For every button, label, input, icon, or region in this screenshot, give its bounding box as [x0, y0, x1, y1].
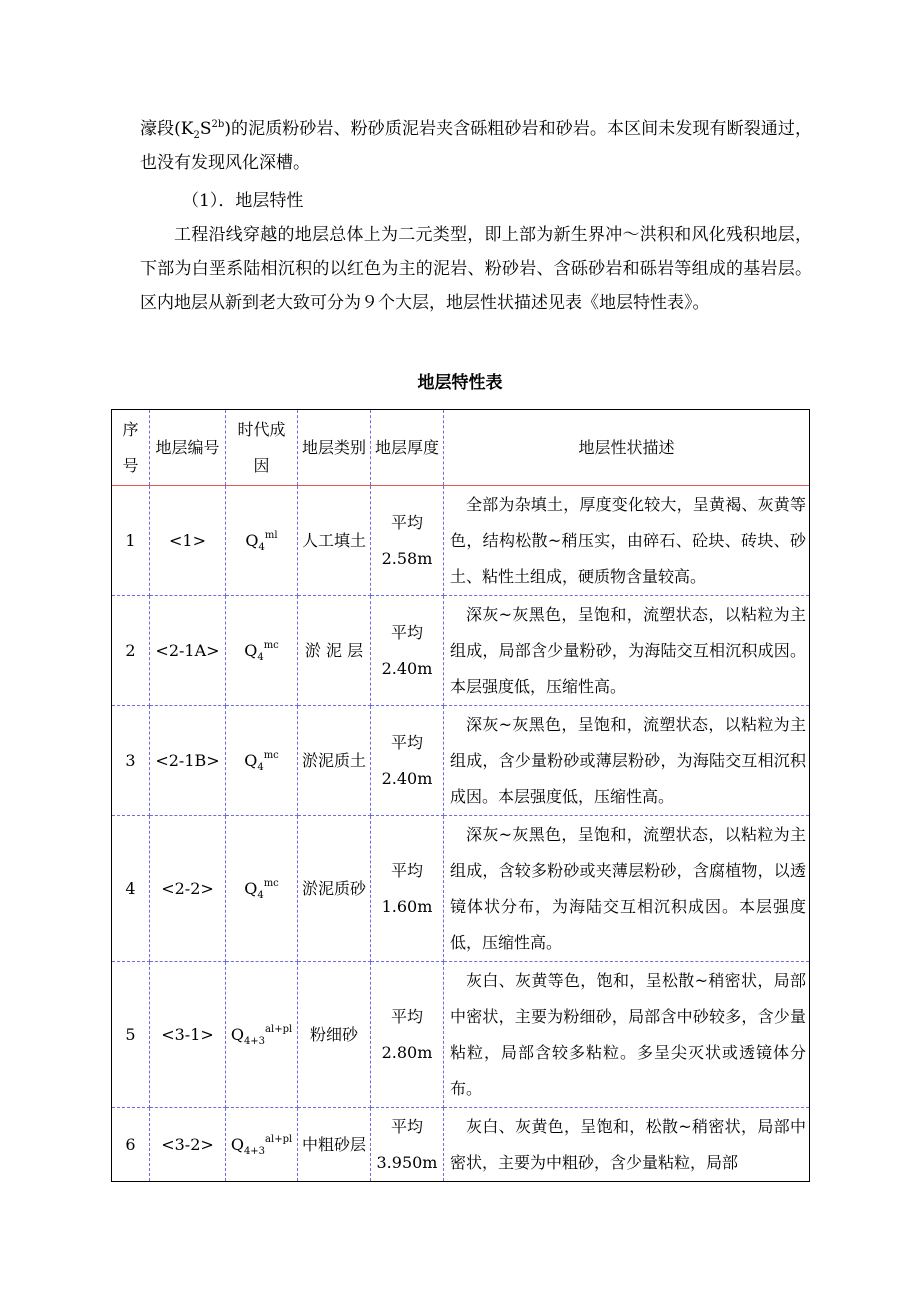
- cell-description: 深灰~灰黑色，呈饱和，流塑状态，以粘粒为主组成，局部含少量粉砂，为海陆交互相沉积成因。本层强度低，压缩性高。: [444, 596, 810, 706]
- cell-code: <3-1>: [150, 962, 226, 1108]
- intro-prefix: 濠段(K: [140, 119, 194, 139]
- cell-thickness: 平均 1.60m: [371, 816, 444, 962]
- cell-thickness: 平均 2.40m: [371, 706, 444, 816]
- cell-description: 深灰~灰黑色，呈饱和，流塑状态，以粘粒为主组成，含较多粉砂或夹薄层粉砂，含腐植物，以透镜体状分布，为海陆交互相沉积成因。本层强度低，压缩性高。: [444, 816, 810, 962]
- age-base: Q: [244, 750, 258, 770]
- age-subscript: 4: [258, 541, 265, 553]
- age-base: Q: [230, 1134, 244, 1154]
- cell-thickness: 平均 2.40m: [371, 596, 444, 706]
- table-row: [112, 486, 810, 596]
- table-title: 地层特性表: [417, 373, 503, 393]
- cell-code: <2-2>: [150, 816, 226, 962]
- cell-thickness: 平均 2.80m: [371, 962, 444, 1108]
- header-thickness: 地层厚度: [371, 410, 444, 486]
- cell-age: [226, 816, 298, 962]
- age-superscript: al+pl: [265, 1023, 293, 1035]
- header-description: 地层性状描述: [444, 410, 810, 486]
- cell-description: 灰白、灰黄等色，饱和，呈松散~稍密状，局部中密状，主要为粉细砂，局部含中砂较多，含少量粘粒，局部含较多粘粒。多呈尖灭状或透镜体分布。: [444, 962, 810, 1108]
- table-row: [112, 706, 810, 816]
- header-age: 时代成因: [226, 410, 298, 486]
- cell-description: 灰白、灰黄色，呈饱和，松散~稍密状，局部中密状，主要为中粗砂，含少量粘粒，局部: [444, 1108, 810, 1182]
- age-superscript: ml: [264, 529, 278, 541]
- age-base: Q: [244, 878, 258, 898]
- age-superscript: mc: [263, 639, 279, 651]
- age-subscript: 4+3: [243, 1145, 266, 1157]
- cell-no: 6: [112, 1108, 150, 1182]
- age-base: Q: [245, 530, 259, 550]
- header-category: 地层类别: [298, 410, 371, 486]
- section-heading: （1）．地层特性: [182, 191, 304, 211]
- cell-category: 人工填土: [298, 486, 371, 596]
- cell-category: 粉细砂: [298, 962, 371, 1108]
- body-paragraph: 工程沿线穿越的地层总体上为二元类型，即上部为新生界冲～洪积和风化残积地层，下部为白垩系陆相沉积的以红色为主的泥岩、粉砂岩、含砾砂岩和砾岩等组成的基岩层。区内地层从新到老大致可分为９个大层，地层性状描述见表《地层特性表》。: [140, 225, 812, 313]
- strata-table: [111, 409, 810, 1182]
- age-subscript: 4: [257, 761, 264, 773]
- cell-age: [226, 596, 298, 706]
- header-no: 序号: [112, 410, 150, 486]
- cell-thickness: 平均 3.950m: [371, 1108, 444, 1182]
- cell-category: 淤 泥 层: [298, 596, 371, 706]
- cell-code: <3-2>: [150, 1108, 226, 1182]
- cell-no: 5: [112, 962, 150, 1108]
- cell-no: 2: [112, 596, 150, 706]
- header-code: 地层编号: [150, 410, 226, 486]
- cell-thickness: 平均 2.58m: [371, 486, 444, 596]
- intro-subscript: 2: [193, 130, 200, 141]
- table-row: [112, 596, 810, 706]
- cell-description: 深灰~灰黑色，呈饱和，流塑状态，以粘粒为主组成，含少量粉砂或薄层粉砂，为海陆交互相沉积成因。本层强度低，压缩性高。: [444, 706, 810, 816]
- cell-age: [226, 1108, 298, 1182]
- cell-age: [226, 962, 298, 1108]
- cell-category: 淤泥质砂: [298, 816, 371, 962]
- cell-no: 3: [112, 706, 150, 816]
- table-row: [112, 962, 810, 1108]
- table-row: [112, 1108, 810, 1182]
- intro-superscript: 2b: [211, 119, 225, 130]
- age-superscript: mc: [263, 749, 279, 761]
- cell-category: 淤泥质土: [298, 706, 371, 816]
- cell-no: 4: [112, 816, 150, 962]
- age-superscript: mc: [263, 877, 279, 889]
- cell-description: 全部为杂填土，厚度变化较大，呈黄褐、灰黄等色，结构松散~稍压实，由碎石、砼块、砖块、砂土、粘性土组成，硬质物含量较高。: [444, 486, 810, 596]
- cell-code: <2-1A>: [150, 596, 226, 706]
- intro-rest: )的泥质粉砂岩、粉砂质泥岩夹含砾粗砂岩和砂岩。本区间未发现有断裂通过，也没有发现风化深槽。: [140, 119, 812, 173]
- intro-mid: S: [199, 119, 212, 139]
- cell-category: 中粗砂层: [298, 1108, 371, 1182]
- cell-code: <2-1B>: [150, 706, 226, 816]
- age-subscript: 4: [257, 889, 264, 901]
- age-subscript: 4+3: [243, 1035, 266, 1047]
- age-superscript: al+pl: [265, 1133, 293, 1145]
- table-header-row: [112, 410, 810, 486]
- cell-no: 1: [112, 486, 150, 596]
- age-subscript: 4: [257, 651, 264, 663]
- intro-paragraph: [140, 112, 812, 180]
- cell-age: [226, 486, 298, 596]
- age-base: Q: [244, 640, 258, 660]
- age-base: Q: [230, 1024, 244, 1044]
- table-row: [112, 816, 810, 962]
- cell-code: <1>: [150, 486, 226, 596]
- cell-age: [226, 706, 298, 816]
